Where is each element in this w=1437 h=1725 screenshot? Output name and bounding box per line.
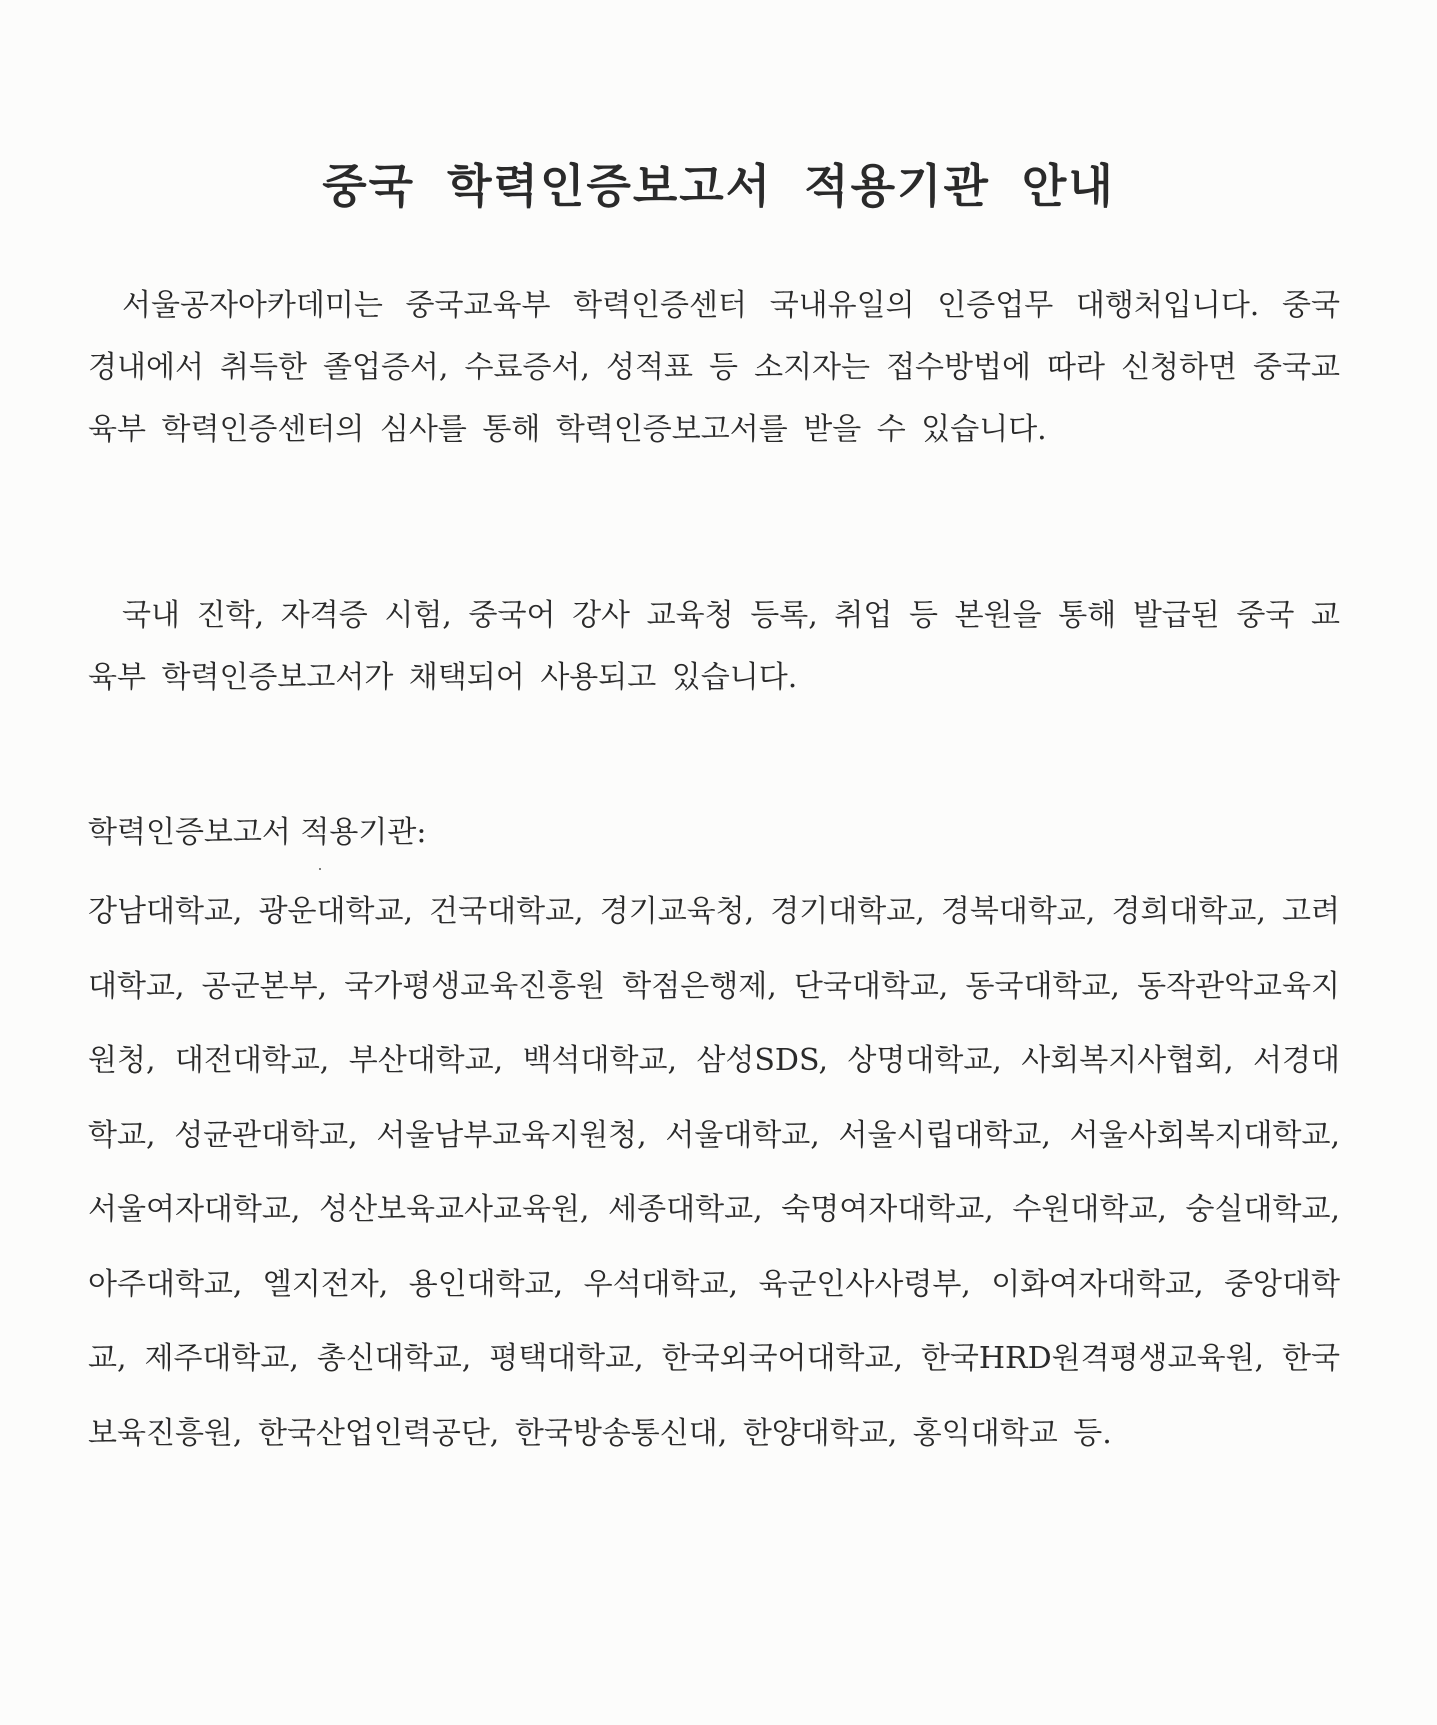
intro-paragraph: 서울공자아카데미는 중국교육부 학력인증센터 국내유일의 인증업무 대행처입니다. 중국 경내에서 취득한 졸업증서, 수료증서, 성적표 등 소지자는 접수방법에 따라 신청하면 중국교육부 학력인증센터의 심사를 통해 학력인증보고서를 받을 수 있습니다.: [88, 288, 1340, 447]
institutions-list: 강남대학교, 광운대학교, 건국대학교, 경기교육청, 경기대학교, 경북대학교, 경희대학교, 고려대학교, 공군본부, 국가평생교육진흥원 학점은행제, 단국대학교, 동국대학교, 동작관악교육지원청, 대전대학교, 부산대학교, 백석대학교, 삼성SDS, 상명대학교, 사회복지사협회, 서경대학교, 성균관대학교, 서울남부교육지원청, 서울대학교, 서울시립대학교, 서울사회복지대학교, 서울여자대학교, 성산보육교사교육원, 세종대학교, 숙명여자대학교, 수원대학교, 숭실대학교, 아주대학교, 엘지전자, 용인대학교, 우석대학교, 육군인사사령부, 이화여자대학교, 중앙대학교, 제주대학교, 총신대학교, 평택대학교, 한국외국어대학교, 한국HRD원격평생교육원, 한국보육진흥원, 한국산업인력공단, 한국방송통신대, 한양대학교, 홍익대학교 등.: [88, 894, 1340, 1451]
scan-speck: [319, 868, 321, 870]
document-title: 중국 학력인증보고서 적용기관 안내: [322, 159, 1115, 213]
institutions-heading: 학력인증보고서 적용기관:: [88, 815, 427, 850]
usage-paragraph: 국내 진학, 자격증 시험, 중국어 강사 교육청 등록, 취업 등 본원을 통해 발급된 중국 교육부 학력인증보고서가 채택되어 사용되고 있습니다.: [88, 598, 1340, 695]
